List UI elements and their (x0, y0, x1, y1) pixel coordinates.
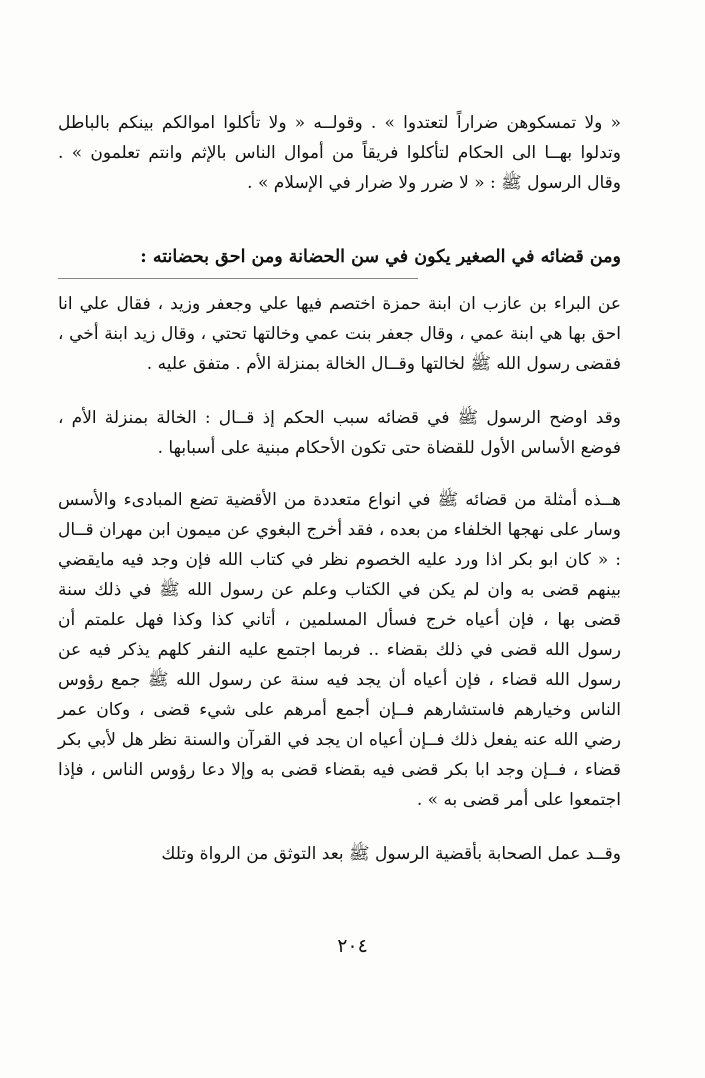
paragraph-4: هــذه أمثلة من قضائه ﷺ في انواع متعددة من الأقضية تضع المبادىء والأسس وسار على نهجها الخلفاء من بعده ، فقد أخرج البغوي عن ميمون ابن مهران قــال : « كان ابو بكر اذا ورد عليه الخصوم نظر في كتاب الله فإن وجد فيه مايقضي بينهم قضى به وان لم يكن في الكتاب وعلم عن رسول الله ﷺ في ذلك سنة قضى بها ، فإن أعياه خرج فسأل المسلمين ، أتاني كذا وكذا فهل علمتم أن رسول الله قضى في ذلك بقضاء .. فربما اجتمع عليه النفر كلهم يذكر فيه عن رسول الله قضاء ، فإن أعياه أن يجد فيه سنة عن رسول الله ﷺ جمع رؤوس الناس وخيارهم فاستشارهم فــإن أجمع أمرهم على شيء قضى ، وكان عمر رضي الله عنه يفعل ذلك فــإن أعياه ان يجد في القرآن والسنة نظر هل لأبي بكر قضاء ، فــإن وجد ابا بكر قضى فيه بقضاء قضى به وإلا دعا رؤوس الناس ، فإذا اجتمعوا على أمر قضى به » . (58, 490, 621, 810)
paragraph-5: وقــد عمل الصحابة بأقضية الرسول ﷺ بعد التوثق من الرواة وتلك (161, 844, 621, 864)
heading-underline (58, 278, 418, 279)
paragraph-3: وقد اوضح الرسول ﷺ في قضائه سبب الحكم إذ قــال : الخالة بمنزلة الأم ، فوضع الأساس الأول للقضاة حتى تكون الأحكام مبنية على أسبابها . (58, 408, 621, 458)
section-heading: ومن قضائه في الصغير يكون في سن الحضانة ومن احق بحضانته : (140, 247, 621, 267)
paragraph-2: عن البراء بن عازب ان ابنة حمزة اختصم فيها علي وجعفر وزيد ، فقال علي انا احق بها هي ابنة عمي ، وقال جعفر بنت عمي وخالتها تحتي ، وقال زيد ابنة أخي ، فقضى رسول الله ﷺ لخالتها وقــال الخالة بمنزلة الأم . متفق عليه . (58, 294, 621, 374)
paragraph-1: « ولا تمسكوهن ضراراً لتعتدوا » . وقولــه « ولا تأكلوا اموالكم بينكم بالباطل وتدلوا بهــا الى الحكام لتأكلوا فريقاً من أموال الناس بالإثم وانتم تعلمون » . وقال الرسول ﷺ : « لا ضرر ولا ضرار في الإسلام » . (58, 113, 621, 193)
document-page (58, 108, 621, 1018)
page-number: ٢٠٤ (337, 935, 368, 957)
